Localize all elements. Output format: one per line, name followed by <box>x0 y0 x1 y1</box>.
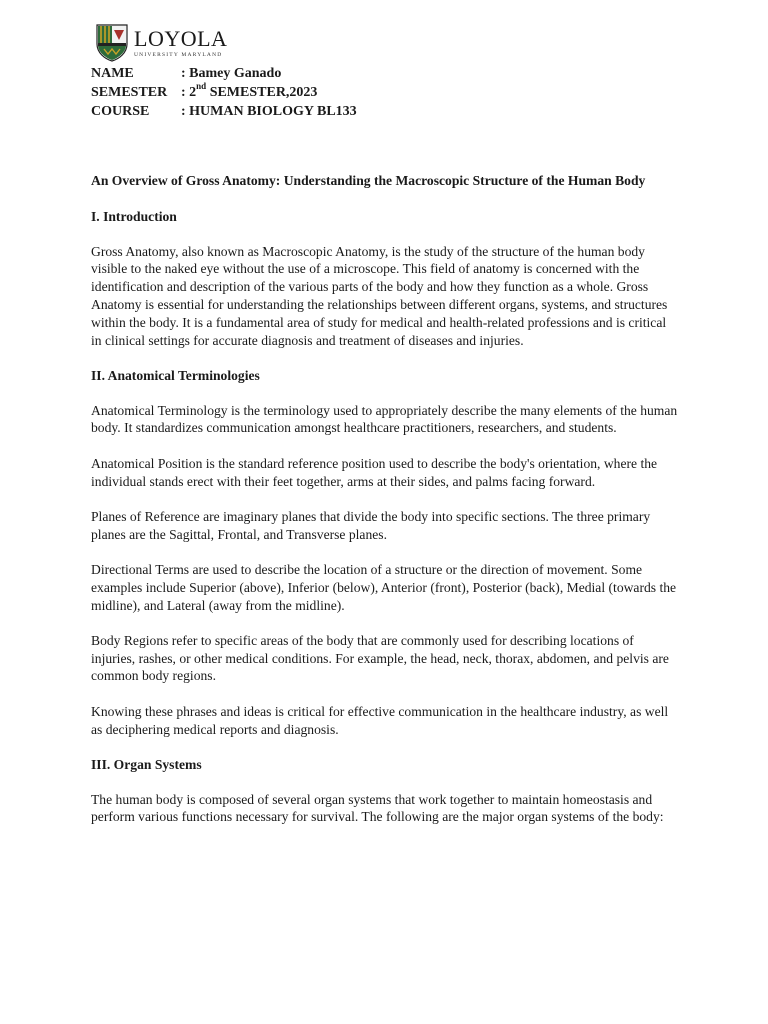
section-heading-introduction: I. Introduction <box>91 208 177 224</box>
semester-value-prefix: : 2 <box>181 85 197 100</box>
paragraph: Directional Terms are used to describe the location of a structure or the direction of movement. Some examples include Superior (above), Inferior (below), Anterior (front), Posterior (back), Medial (towards the midline), and Lateral (away from the midline). <box>91 561 677 613</box>
paragraph: Gross Anatomy, also known as Macroscopic Anatomy, is the study of the structure of the human body visible to the naked eye without the use of a microscope. This field of anatomy is concerned with the identification and description of the various parts of the body and how they function as a whole. Gross Anatomy is essential for understanding the relationships between different organs, systems, and structures within the body. It is a fundamental area of study for medical and health-related professions and is critical in clinical settings for accurate diagnosis and treatment of diseases and injuries. <box>91 243 668 348</box>
section-heading-terminologies: II. Anatomical Terminologies <box>91 367 260 383</box>
semester-label: SEMESTER <box>91 85 168 100</box>
semester-value-sup: nd <box>196 81 207 92</box>
student-info <box>91 64 357 121</box>
semester-row <box>91 83 357 102</box>
logo-subtitle: UNIVERSITY MARYLAND <box>134 51 223 58</box>
loyola-shield-icon <box>96 24 128 62</box>
document-title: An Overview of Gross Anatomy: Understanding the Macroscopic Structure of the Human Body <box>91 173 646 188</box>
paragraph: Anatomical Position is the standard reference position used to describe the body's orientation, where the individual stands erect with their feet together, arms at their sides, and palms facing forward. <box>91 455 658 489</box>
semester-value-suffix: SEMESTER,2023 <box>206 85 318 100</box>
paragraph: The human body is composed of several organ systems that work together to maintain homeostasis and perform various functions necessary for survival. The following are the major organ systems of the body: <box>91 791 664 825</box>
paragraph: Knowing these phrases and ideas is critical for effective communication in the healthcare industry, as well as deciphering medical reports and diagnosis. <box>91 703 669 737</box>
section-heading-organ-systems: III. Organ Systems <box>91 756 202 772</box>
university-logo <box>96 24 227 62</box>
logo-wordmark: LOYOLA <box>134 25 228 51</box>
name-value: : Bamey Ganado <box>181 66 282 81</box>
name-row <box>91 64 357 83</box>
paragraph: Anatomical Terminology is the terminology used to appropriately describe the many elements of the human body. It standardizes communication amongst healthcare practitioners, researchers, and students. <box>91 402 678 436</box>
course-value: : HUMAN BIOLOGY BL133 <box>181 104 357 119</box>
document-body <box>91 172 679 844</box>
paragraph: Planes of Reference are imaginary planes that divide the body into specific sections. The three primary planes are the Sagittal, Frontal, and Transverse planes. <box>91 508 651 542</box>
paragraph: Body Regions refer to specific areas of the body that are commonly used for describing locations of injuries, rashes, or other medical conditions. For example, the head, neck, thorax, abdomen, and pelvis are common body regions. <box>91 632 669 684</box>
name-label: NAME <box>91 66 134 81</box>
semester-value <box>181 83 317 102</box>
course-row <box>91 102 357 121</box>
course-label: COURSE <box>91 104 150 119</box>
